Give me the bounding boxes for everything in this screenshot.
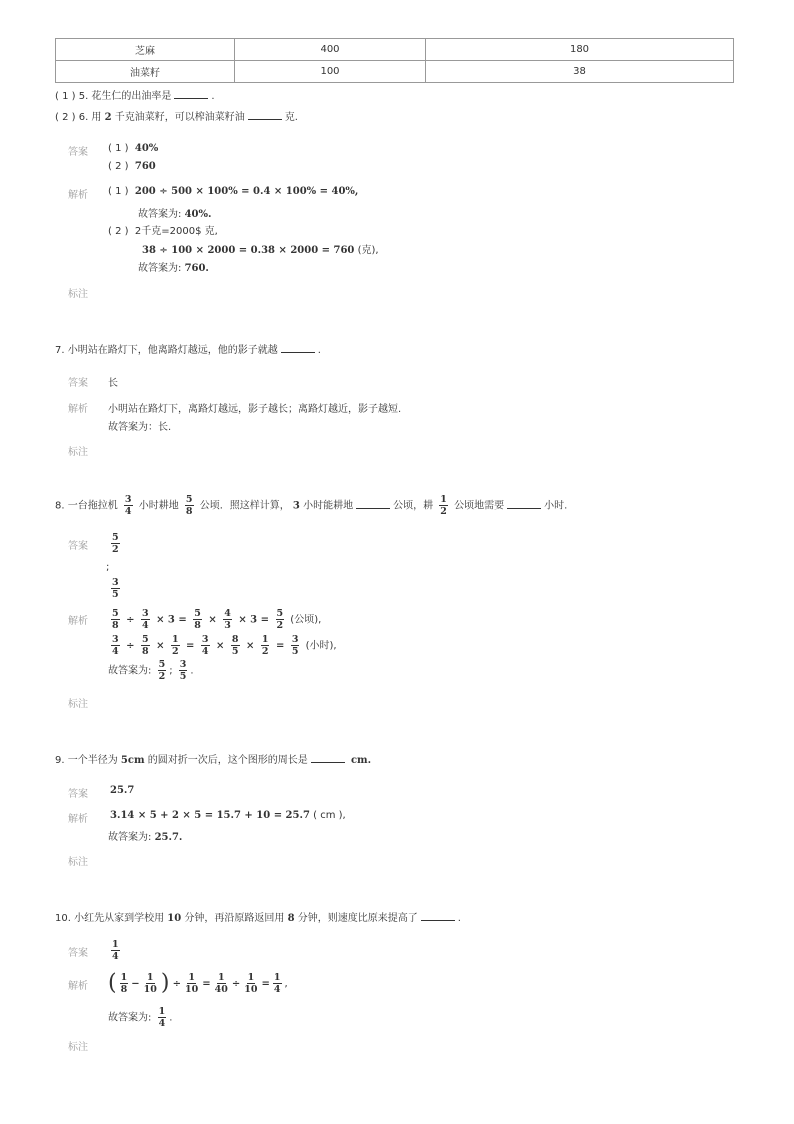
question-8 <box>55 494 567 517</box>
part-label: ( 2 ) <box>108 161 129 172</box>
answer-value: 长 <box>108 378 118 389</box>
fraction: $\frac{5}{2}$ <box>112 532 119 555</box>
fraction: $\frac{1}{8}$ <box>120 972 128 995</box>
question-text: 小时耕地 <box>138 500 179 512</box>
fraction: $\frac{1}{4}$ <box>158 1006 166 1029</box>
table-cell: 180 <box>426 39 734 61</box>
answer-blank <box>174 89 208 99</box>
fraction: $\frac{3}{4}$ <box>141 608 149 631</box>
question-text: ( 1 ) 5. 花生仁的出油率是 <box>55 91 172 102</box>
so-answer-text: 故答案为: <box>108 1012 152 1024</box>
answer-label: 答案 <box>68 147 88 158</box>
answer-value <box>108 939 123 962</box>
answer-value: 40%. <box>184 209 212 220</box>
question-text: 公顷，耕 <box>393 500 434 512</box>
fraction: $\frac{1}{10}$ <box>143 972 157 995</box>
punctuation: , <box>284 978 288 990</box>
question-text: 小时能耕地 <box>303 500 354 512</box>
math-equation: ( $\frac{1}{8}$ − $\frac{1}{10}$ ) ÷ $\frac{1}{10}$ = $\frac{1}{40}$ ÷ $\frac{1}{10}$ = $\frac{1}{4}$ , <box>108 970 288 996</box>
answer-blank <box>248 110 282 120</box>
math-operator: = <box>182 640 198 652</box>
analysis-line: 小明站在路灯下，离路灯越远，影子越长；离路灯越近，影子越短. <box>108 404 402 415</box>
math-number: 8 <box>287 913 295 924</box>
table-cell: 油菜籽 <box>56 61 235 83</box>
fraction: $\frac{3}{5}$ <box>112 577 119 600</box>
answer-value <box>108 532 123 555</box>
answer-value <box>108 577 123 600</box>
answer-line <box>108 161 156 172</box>
analysis-line <box>110 810 346 821</box>
analysis-line <box>108 828 182 843</box>
math-operator: × <box>242 640 258 652</box>
question-text: 小时. <box>544 500 568 512</box>
math-operator: × <box>152 640 168 652</box>
fraction: $\frac{1}{40}$ <box>214 972 228 995</box>
so-answer-text: 故答案为: <box>138 263 182 274</box>
fraction: $\frac{5}{8}$ <box>194 608 201 631</box>
answer-value: 25.7 <box>110 785 135 796</box>
part-label: ( 1 ) <box>108 186 129 197</box>
answer-blank <box>356 499 390 509</box>
math-operator: × <box>204 614 221 626</box>
math-number: 5cm <box>120 755 145 766</box>
math-operator: × 3 = <box>152 614 191 626</box>
fraction: $\frac{3}{4}$ <box>201 634 209 657</box>
fraction: $\frac{3}{5}$ <box>291 634 299 657</box>
fraction: $\frac{5}{2}$ <box>158 659 166 682</box>
note-label: 标注 <box>68 857 88 868</box>
fraction: $\frac{1}{10}$ <box>244 972 258 995</box>
analysis-label: 解析 <box>68 814 88 825</box>
math-equation: 38 ÷ 100 × 2000 = 0.38 × 2000 = 760 <box>142 245 355 256</box>
question-text: 的圆对折一次后，这个图形的周长是 <box>147 755 308 766</box>
math-operator: ÷ <box>122 640 138 652</box>
math-operator: = <box>272 640 288 652</box>
table-cell: 100 <box>235 61 426 83</box>
answer-label: 答案 <box>68 541 88 552</box>
punctuation: . <box>190 665 194 677</box>
question-text: 千克油菜籽，可以榨油菜籽油 <box>114 112 245 123</box>
note-label: 标注 <box>68 1042 88 1053</box>
question-text: 公顷地需要 <box>454 500 505 512</box>
fraction: $\frac{1}{2}$ <box>440 494 447 517</box>
analysis-line <box>138 205 211 220</box>
math-operator: × 3 = <box>234 614 273 626</box>
separator-text: ; <box>169 665 173 677</box>
question-text: . <box>317 345 321 356</box>
table-cell: 38 <box>426 61 734 83</box>
table-row <box>56 39 734 61</box>
question-9 <box>55 751 371 766</box>
question-10 <box>55 909 461 924</box>
analysis-line <box>108 1006 172 1029</box>
note-label: 标注 <box>68 699 88 710</box>
fraction: $\frac{5}{8}$ <box>112 608 119 631</box>
note-label: 标注 <box>68 447 88 458</box>
math-equation: 200 ÷ 500 × 100% = 0.4 × 100% = 40%, <box>134 186 359 197</box>
answer-line <box>108 143 158 154</box>
math-number: 10 <box>167 913 182 924</box>
unit-text: (公顷), <box>287 614 322 626</box>
so-answer-text: 故答案为: <box>108 832 152 843</box>
question-6 <box>55 108 298 123</box>
oil-rate-table <box>55 38 734 83</box>
answer-blank <box>421 911 455 921</box>
so-answer-text: 故答案为: <box>108 665 152 677</box>
fraction: $\frac{4}{3}$ <box>224 608 231 631</box>
fraction: $\frac{5}{8}$ <box>141 634 149 657</box>
question-text: 9. 一个半径为 <box>55 755 118 766</box>
question-text: 分钟，再沿原路返回用 <box>184 913 285 924</box>
part-label: ( 1 ) <box>108 143 129 154</box>
table-row <box>56 61 734 83</box>
analysis-label: 解析 <box>68 616 88 627</box>
math-number: 3 <box>292 500 300 512</box>
table-cell: 400 <box>235 39 426 61</box>
fraction: $\frac{3}{4}$ <box>112 634 119 657</box>
question-text: . <box>457 913 461 924</box>
analysis-line <box>108 222 218 237</box>
fraction: $\frac{1}{4}$ <box>273 972 281 995</box>
separator-text: ; <box>106 562 110 573</box>
answer-blank <box>507 499 541 509</box>
analysis-line <box>108 659 194 682</box>
math-number: 2 <box>104 112 112 123</box>
answer-blank <box>281 343 315 353</box>
fraction: $\frac{3}{4}$ <box>124 494 132 517</box>
answer-label: 答案 <box>68 789 88 800</box>
unit-text: (小时), <box>302 640 337 652</box>
fraction: $\frac{1}{2}$ <box>171 634 179 657</box>
answer-value: 40% <box>134 143 159 154</box>
question-text: 公顷．照这样计算， <box>199 500 290 512</box>
answer-value: 760. <box>184 263 209 274</box>
punctuation: . <box>169 1012 173 1024</box>
math-operator: × <box>212 640 228 652</box>
fraction: $\frac{3}{5}$ <box>179 659 187 682</box>
answer-blank <box>311 753 345 763</box>
analysis-label: 解析 <box>68 981 88 992</box>
question-text: . <box>211 91 215 102</box>
unit-text: (克), <box>357 245 379 256</box>
fraction: $\frac{5}{2}$ <box>276 608 284 631</box>
fraction: $\frac{8}{5}$ <box>231 634 239 657</box>
math-equation: 2千克=2000$ 克, <box>134 226 218 237</box>
answer-label: 答案 <box>68 378 88 389</box>
fraction: $\frac{5}{8}$ <box>185 494 193 517</box>
part-label: ( 2 ) <box>108 226 129 237</box>
math-operator: ÷ <box>122 614 138 626</box>
unit-text: cm. <box>350 755 372 766</box>
note-label: 标注 <box>68 289 88 300</box>
question-text: 10. 小红先从家到学校用 <box>55 913 165 924</box>
unit-text: ( cm ), <box>313 810 346 821</box>
answer-label: 答案 <box>68 948 88 959</box>
fraction: $\frac{1}{10}$ <box>185 972 199 995</box>
so-answer-text: 故答案为: <box>138 209 182 220</box>
math-equation <box>108 634 337 657</box>
question-text: ( 2 ) 6. 用 <box>55 112 102 123</box>
fraction: $\frac{1}{2}$ <box>261 634 269 657</box>
answer-value: 25.7. <box>154 832 183 843</box>
question-text: 分钟，则速度比原来提高了 <box>297 913 418 924</box>
analysis-label: 解析 <box>68 404 88 415</box>
question-text: 8. 一台拖拉机 <box>55 500 118 512</box>
analysis-line <box>138 259 209 274</box>
math-equation: 3.14 × 5 + 2 × 5 = 15.7 + 10 = 25.7 <box>110 810 310 821</box>
analysis-line <box>142 241 379 256</box>
math-equation <box>108 608 321 631</box>
table-cell: 芝麻 <box>56 39 235 61</box>
analysis-label: 解析 <box>68 190 88 201</box>
question-5 <box>55 87 215 102</box>
analysis-line <box>108 186 358 197</box>
analysis-line: 故答案为：长. <box>108 422 172 433</box>
answer-value: 760 <box>134 161 156 172</box>
question-text: 7. 小明站在路灯下，他离路灯越远，他的影子就越 <box>55 345 278 356</box>
question-text: 克. <box>284 112 298 123</box>
fraction: $\frac{1}{4}$ <box>112 939 119 962</box>
question-7 <box>55 341 321 356</box>
